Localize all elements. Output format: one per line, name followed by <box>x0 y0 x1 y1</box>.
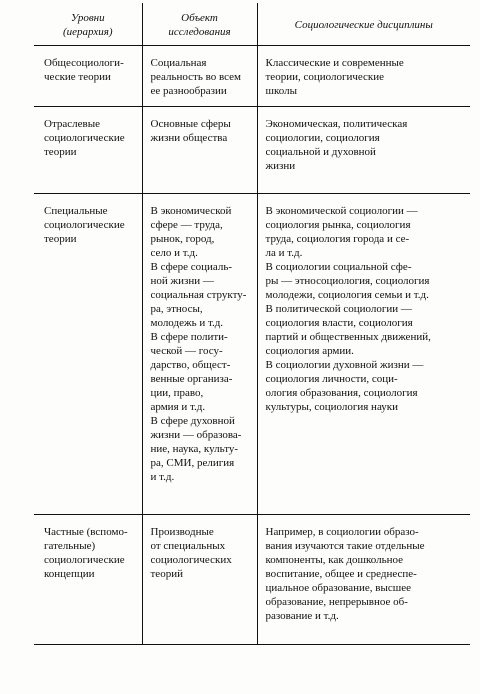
table-header-row <box>34 3 470 46</box>
text-line: ры — этносоциология, социология <box>265 275 430 287</box>
text-line: молодежь и т.д. <box>150 317 224 329</box>
text-line: В социологии духовной жизни — <box>265 359 424 371</box>
text-line: социологические <box>44 219 125 231</box>
level-cell <box>34 194 142 515</box>
text-line: В экономической социологии — <box>265 205 418 217</box>
header-disciplines: Социологические дисциплины <box>257 3 470 46</box>
text-line: ология образования, социология <box>265 387 418 399</box>
level-cell <box>34 515 142 645</box>
table-row <box>34 515 470 645</box>
text-line: Отраслевые <box>44 118 100 130</box>
disciplines-cell <box>257 107 470 194</box>
text-line: образование, непрерывное об- <box>265 596 408 608</box>
text-line: ра, этносы, <box>150 303 203 315</box>
text-line: армия и т.д. <box>150 401 206 413</box>
text-line: социология рынка, социология <box>265 219 411 231</box>
text-line: ла и т.д. <box>265 247 303 259</box>
text-line: компоненты, как дошкольное <box>265 554 404 566</box>
text-line: Частные (вспомо- <box>44 526 128 538</box>
text-line: венные организа- <box>150 373 233 385</box>
text-line: В сфере полити- <box>150 331 228 343</box>
text-line: социология армии. <box>265 345 354 357</box>
object-cell <box>142 107 257 194</box>
level-cell <box>34 46 142 107</box>
text-line: концепции <box>44 568 95 580</box>
text-line: ции, право, <box>150 387 204 399</box>
text-line: теорий <box>150 568 183 580</box>
text-line: Специальные <box>44 205 108 217</box>
text-line: гательные) <box>44 540 96 552</box>
text-line: социология личности, соци- <box>265 373 398 385</box>
text-line: В сфере социаль- <box>150 261 233 273</box>
text-line: В социологии социальной сфе- <box>265 261 412 273</box>
text-line: воспитание, общее и среднеспе- <box>265 568 417 580</box>
disciplines-cell <box>257 46 470 107</box>
table-row <box>34 46 470 107</box>
text-line: Производные <box>150 526 214 538</box>
text-line: теории <box>44 146 77 158</box>
text-line: социологические <box>44 554 125 566</box>
text-line: молодежи, социология семьи и т.д. <box>265 289 429 301</box>
text-line: социальной и духовной <box>265 146 376 158</box>
disciplines-cell <box>257 194 470 515</box>
text-line: Основные сферы <box>150 118 231 130</box>
text-line: В политической социологии — <box>265 303 412 315</box>
text-line: ее разнообразии <box>150 85 227 97</box>
text-line: теории <box>44 233 77 245</box>
level-cell <box>34 107 142 194</box>
table-row <box>34 194 470 515</box>
text-line: В сфере духовной <box>150 415 235 427</box>
text-line: культуры, социология науки <box>265 401 398 413</box>
text-line: ра, СМИ, религия <box>150 457 235 469</box>
object-cell <box>142 194 257 515</box>
text-line: вания изучаются такие отдельные <box>265 540 425 552</box>
object-cell <box>142 515 257 645</box>
text-line: Например, в социологии образо- <box>265 526 419 538</box>
text-line: ние, наука, культу- <box>150 443 239 455</box>
text-line: теории, социологические <box>265 71 385 83</box>
text-line: жизни общества <box>150 132 228 144</box>
text-line: циальное образование, высшее <box>265 582 411 594</box>
text-line: Экономическая, политическая <box>265 118 408 130</box>
text-line: и т.д. <box>150 471 175 483</box>
text-line: партий и общественных движений, <box>265 331 431 343</box>
text-line: рынок, город, <box>150 233 215 245</box>
text-line: социологии, социология <box>265 132 380 144</box>
text-line: социология власти, социология <box>265 317 413 329</box>
header-object: Объект исследования <box>142 3 257 46</box>
text-line: Социальная <box>150 57 207 69</box>
text-line: Общесоциологи- <box>44 57 124 69</box>
text-line: от специальных <box>150 540 226 552</box>
text-line: жизни — образова- <box>150 429 242 441</box>
text-line: ческой — госу- <box>150 345 223 357</box>
table-row <box>34 107 470 194</box>
text-line: ной жизни — <box>150 275 214 287</box>
sociology-levels-table <box>34 3 470 645</box>
text-line: социологических <box>150 554 232 566</box>
text-line: разование и т.д. <box>265 610 339 622</box>
disciplines-cell <box>257 515 470 645</box>
text-line: социальная структу- <box>150 289 247 301</box>
text-line: Классические и современные <box>265 57 404 69</box>
header-levels: Уровни (иерархия) <box>34 3 142 46</box>
text-line: труда, социология города и се- <box>265 233 410 245</box>
text-line: село и т.д. <box>150 247 198 259</box>
text-line: сфере — труда, <box>150 219 223 231</box>
text-line: жизни <box>265 160 296 172</box>
text-line: реальность во всем <box>150 71 241 83</box>
text-line: дарство, общест- <box>150 359 231 371</box>
object-cell <box>142 46 257 107</box>
text-line: социологические <box>44 132 125 144</box>
text-line: ческие теории <box>44 71 111 83</box>
text-line: В экономической <box>150 205 232 217</box>
text-line: школы <box>265 85 297 97</box>
